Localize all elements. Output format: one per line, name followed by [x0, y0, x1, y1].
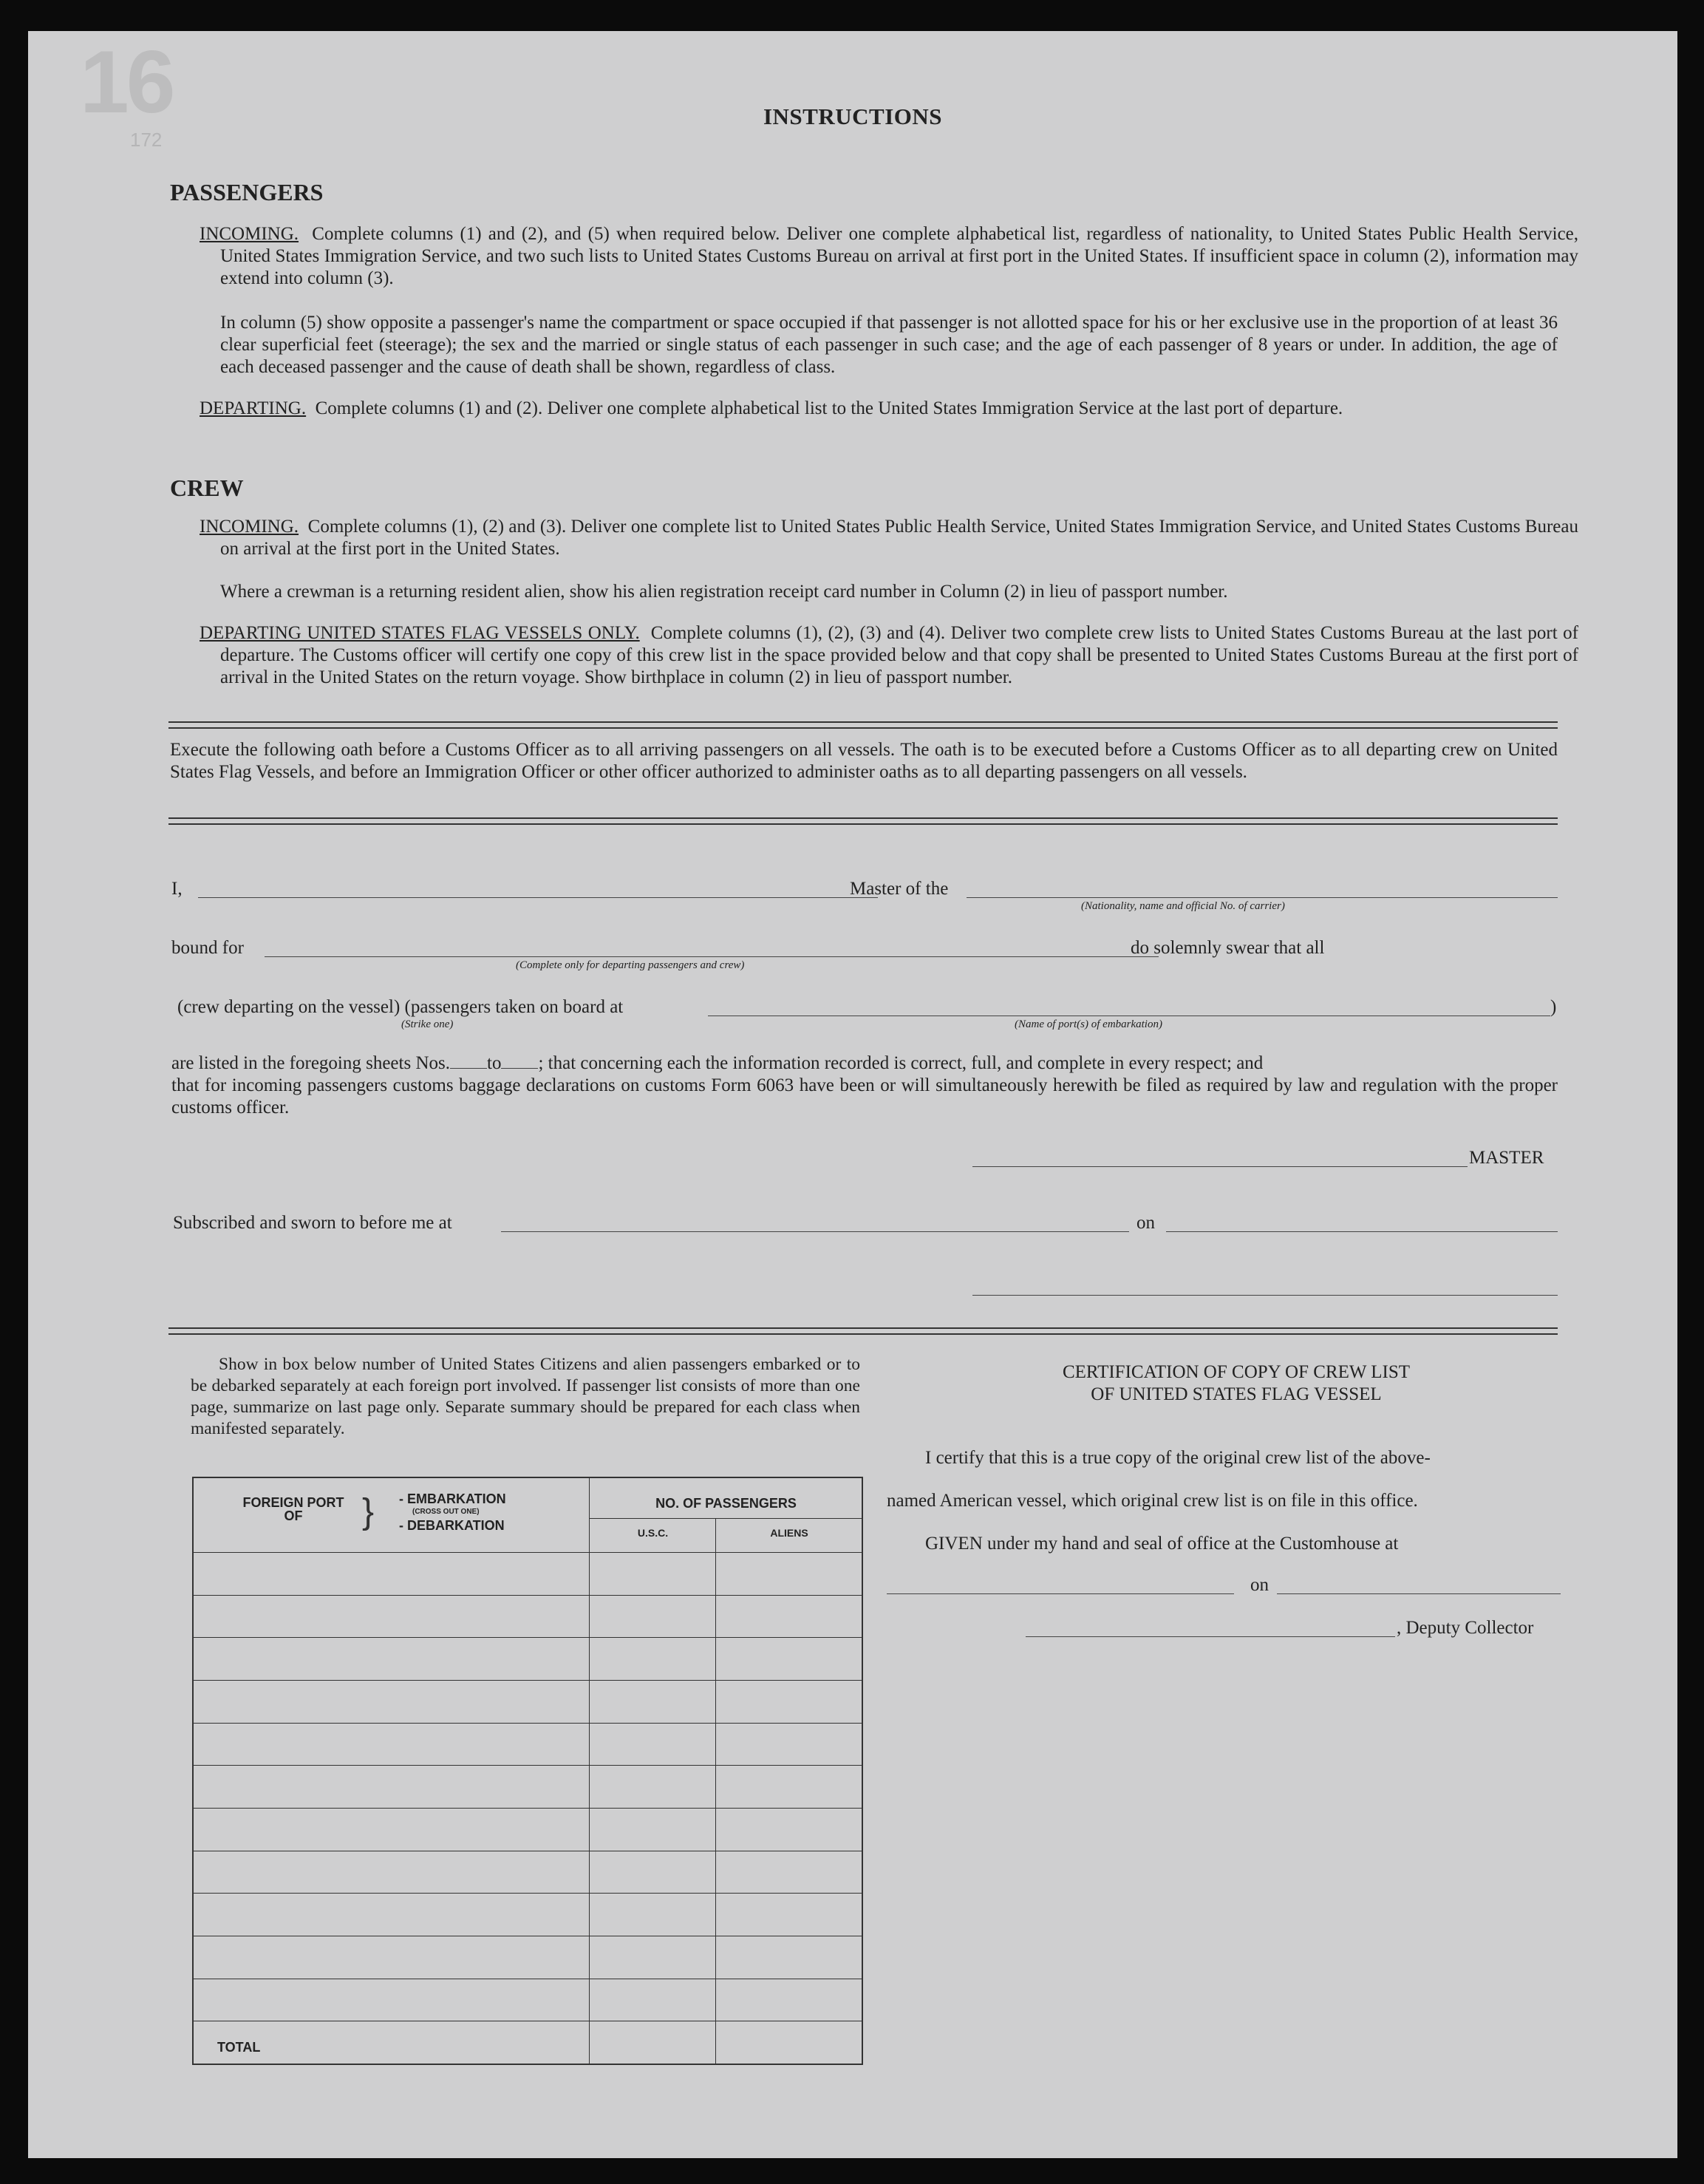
certification-title — [900, 1361, 1572, 1406]
crew-heading: CREW — [170, 474, 244, 501]
header-subdivider — [589, 1518, 862, 1519]
foreign-port-header: FOREIGN PORT OF — [242, 1495, 344, 1523]
oath-instructions: Execute the following oath before a Customs Officer as to all arriving passengers on all vessels. The oath is to be executed before a Customs Officer as to all departing crew on United States Flag Vessels, and before an Immigration Officer or other officer authorized to administer oaths as to all departing passengers on all vessels. — [170, 740, 1558, 782]
divider — [168, 721, 1558, 723]
passengers-incoming-paragraph — [200, 223, 1578, 290]
certification-title-line2: OF UNITED STATES FLAG VESSEL — [1091, 1384, 1382, 1404]
table-row[interactable] — [194, 1680, 862, 1681]
cross-out-caption: (CROSS OUT ONE) — [412, 1508, 480, 1516]
crew-departing-paragraph — [200, 622, 1578, 689]
certification-title-line1: CERTIFICATION OF COPY OF CREW LIST — [1062, 1362, 1411, 1382]
listed-prefix: are listed in the foregoing sheets Nos. — [171, 1053, 450, 1073]
passengers-departing-text: Complete columns (1) and (2). Deliver one complete alphabetical list to the United States Immigration Service at the last port of departure. — [315, 398, 1343, 418]
deputy-collector-label: , Deputy Collector — [1397, 1618, 1534, 1638]
crew-incoming-label: INCOMING. — [200, 517, 299, 537]
listed-to: to — [487, 1053, 502, 1073]
complete-only-caption: (Complete only for departing passengers and crew) — [516, 959, 745, 971]
aliens-header: ALIENS — [770, 1527, 808, 1539]
ports-caption: (Name of port(s) of embarkation) — [1015, 1018, 1162, 1030]
table-row[interactable] — [194, 1808, 862, 1809]
no-of-passengers-header: NO. OF PASSENGERS — [655, 1496, 797, 1511]
officer-signature-line[interactable] — [972, 1295, 1558, 1296]
divider — [168, 727, 1558, 729]
bound-for-line[interactable] — [265, 956, 1159, 957]
embarkation-label: - EMBARKATION — [399, 1491, 506, 1506]
divider — [168, 823, 1558, 825]
strike-one-caption: (Strike one) — [401, 1018, 454, 1030]
crew-departing-label-text: (crew departing on the vessel) (passengers taken on board at — [177, 997, 624, 1017]
oath-i-label: I, — [171, 879, 183, 899]
passengers-column5-paragraph: In column (5) show opposite a passenger's name the compartment or space occupied if that passenger is not allotted space for his or her exclusive use in the proportion of at least 36 clear superficial feet (steerage); the sex and the married or single status of each passenger in such case; and the age of each passenger of 8 years or under. In addition, the age of each deceased passenger and the cause of death shall be shown, regardless of class. — [220, 313, 1558, 377]
subscribed-place-line[interactable] — [501, 1231, 1129, 1232]
deputy-signature-line[interactable] — [1026, 1636, 1395, 1637]
document-page — [28, 31, 1677, 2158]
margin-small-number: 172 — [130, 129, 163, 151]
crew-departing-label: DEPARTING UNITED STATES FLAG VESSELS ONLY. — [200, 623, 640, 643]
solemnly-swear-label: do solemnly swear that all — [1131, 938, 1325, 958]
total-label: TOTAL — [217, 2040, 261, 2055]
master-name-line[interactable] — [198, 897, 878, 898]
certify-line-1: I certify that this is a true copy of the original crew list of the above- — [925, 1448, 1431, 1468]
table-row[interactable] — [194, 1595, 862, 1596]
table-col-divider — [715, 1518, 716, 1552]
subscribed-date-line[interactable] — [1166, 1231, 1558, 1232]
table-row[interactable] — [194, 1765, 862, 1766]
table-row[interactable] — [194, 1893, 862, 1894]
customhouse-line[interactable] — [887, 1593, 1234, 1594]
nationality-caption: (Nationality, name and official No. of carrier) — [1081, 900, 1285, 912]
subscribed-on-label: on — [1136, 1213, 1155, 1233]
certify-line-2: named American vessel, which original crew list is on file in this office. — [887, 1491, 1418, 1511]
debarkation-label: - DEBARKATION — [399, 1518, 505, 1533]
passengers-departing-paragraph — [200, 398, 1578, 420]
passengers-heading: PASSENGERS — [170, 179, 324, 205]
crew-incoming-text: Complete columns (1), (2) and (3). Deliver one complete list to United States Public Health Service, United States Immigration Service, and United States Customs Bureau on arrival at the first port in the United States. — [220, 517, 1578, 559]
master-of-the-label: Master of the — [850, 879, 949, 899]
subscribed-label: Subscribed and sworn to before me at — [173, 1213, 452, 1233]
page-title: INSTRUCTIONS — [763, 103, 942, 129]
sheet-to-blank[interactable] — [501, 1068, 538, 1069]
crew-resident-paragraph: Where a crewman is a returning resident alien, show his alien registration receipt card number in Column (2) in lieu of passport number. — [220, 582, 1228, 602]
cert-date-line[interactable] — [1277, 1593, 1561, 1594]
margin-stamp-number: 16 — [80, 33, 173, 132]
passengers-departing-label: DEPARTING. — [200, 398, 307, 418]
carrier-line[interactable] — [967, 897, 1558, 898]
divider — [168, 1333, 1558, 1335]
table-col-divider — [589, 1478, 590, 2064]
usc-header: U.S.C. — [637, 1527, 669, 1539]
listed-line-1 — [171, 1052, 1558, 1075]
master-signature-line[interactable] — [972, 1166, 1468, 1167]
passengers-incoming-text: Complete columns (1) and (2), and (5) when required below. Deliver one complete alphabetical list, regardless of nationality, to United States Public Health Service, United States Immigration Service, and two such lists to United States Customs Bureau on arrival at first port in the United States. If insufficient space in column (2), information may extend into column (3). — [220, 224, 1579, 288]
divider — [168, 817, 1558, 819]
listed-rest: that for incoming passengers customs baggage declarations on customs Form 6063 have been or will simultaneously herewith be filed as required by law and regulation with the proper customs officer. — [171, 1075, 1558, 1117]
crew-incoming-paragraph — [200, 516, 1578, 560]
close-paren: ) — [1550, 997, 1557, 1017]
bound-for-label: bound for — [171, 938, 244, 958]
listed-first-rest: ; that concerning each the information recorded is correct, full, and complete in every respect; and — [538, 1053, 1264, 1073]
table-row[interactable] — [194, 1723, 862, 1724]
master-label: MASTER — [1469, 1148, 1544, 1168]
brace-glyph: } — [362, 1492, 375, 1531]
passengers-incoming-label: INCOMING. — [200, 224, 299, 244]
given-line: GIVEN under my hand and seal of office at the Customhouse at — [925, 1534, 1399, 1554]
table-row[interactable] — [194, 1552, 862, 1553]
cert-on-label: on — [1250, 1575, 1269, 1595]
summary-table — [192, 1477, 863, 2065]
table-row[interactable] — [194, 1637, 862, 1638]
crew-departing-text: Complete columns (1), (2), (3) and (4). Deliver two complete crew lists to United States Customs Bureau at the last port of departure. The Customs officer will certify one copy of this crew list in the space provided below and that copy shall be presented to United States Customs Bureau at the first port of arrival in the United States on the return voyage. Show birthplace in column (2) in lieu of passport number. — [220, 623, 1578, 687]
summary-instructions: Show in box below number of United States Citizens and alien passengers embarked or to be debarked separately at each foreign port involved. If passenger list consists of more than one page, summarize on last page only. Separate summary should be prepared for each class when manifested separately. — [191, 1355, 860, 1438]
sheet-from-blank[interactable] — [450, 1068, 487, 1069]
divider — [168, 1327, 1558, 1329]
